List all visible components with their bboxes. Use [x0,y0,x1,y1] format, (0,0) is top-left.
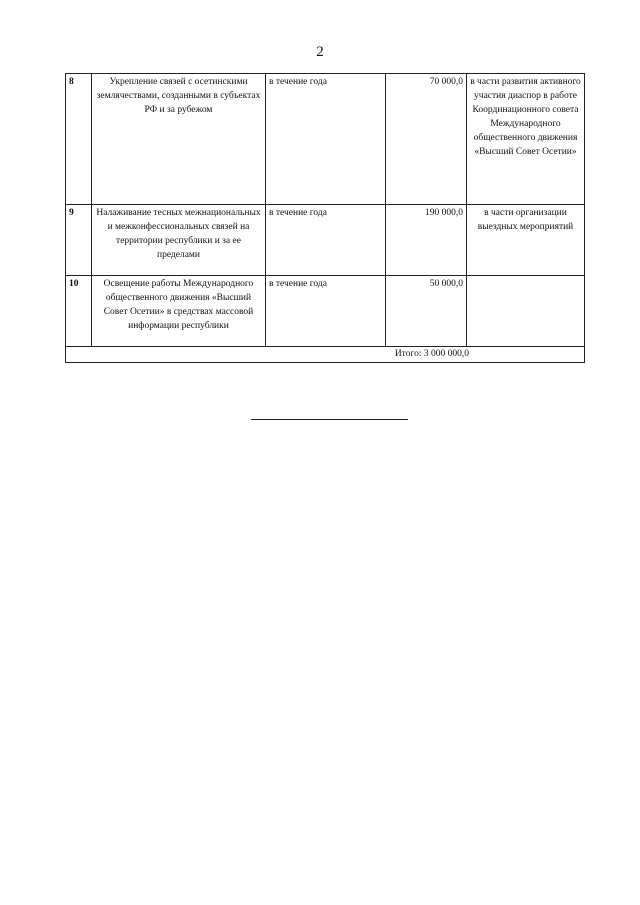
activity-note [467,276,585,347]
activities-table [65,73,585,363]
row-number: 8 [66,74,92,205]
activity-sum: 50 000,0 [386,276,467,347]
activity-name: Укрепление связей с осетинскими землячествами, созданными в субъектах РФ и за рубежом [92,74,266,205]
signature-line [251,419,408,420]
page-number: 2 [316,44,324,60]
activity-sum: 70 000,0 [386,74,467,205]
activity-term: в течение года [266,74,386,205]
table-row [66,276,585,347]
activity-note: в части развития активного участия диаспор в работе Координационного совета Международного общественного движения «Высший Совет Осетии» [467,74,585,205]
activity-name: Налаживание тесных межнациональных и межконфессиональных связей на территории республики и за ее пределами [92,205,266,276]
table-row [66,74,585,205]
table-row [66,205,585,276]
activity-note: в части организации выездных мероприятий [467,205,585,276]
row-number: 9 [66,205,92,276]
activity-name: Освещение работы Международного общественного движения «Высший Совет Осетии» в средствах массовой информации республики [92,276,266,347]
total-row [66,347,585,363]
activity-sum: 190 000,0 [386,205,467,276]
activity-term: в течение года [266,205,386,276]
activity-term: в течение года [266,276,386,347]
total-value: Итого: 3 000 000,0 [66,347,585,363]
row-number: 10 [66,276,92,347]
